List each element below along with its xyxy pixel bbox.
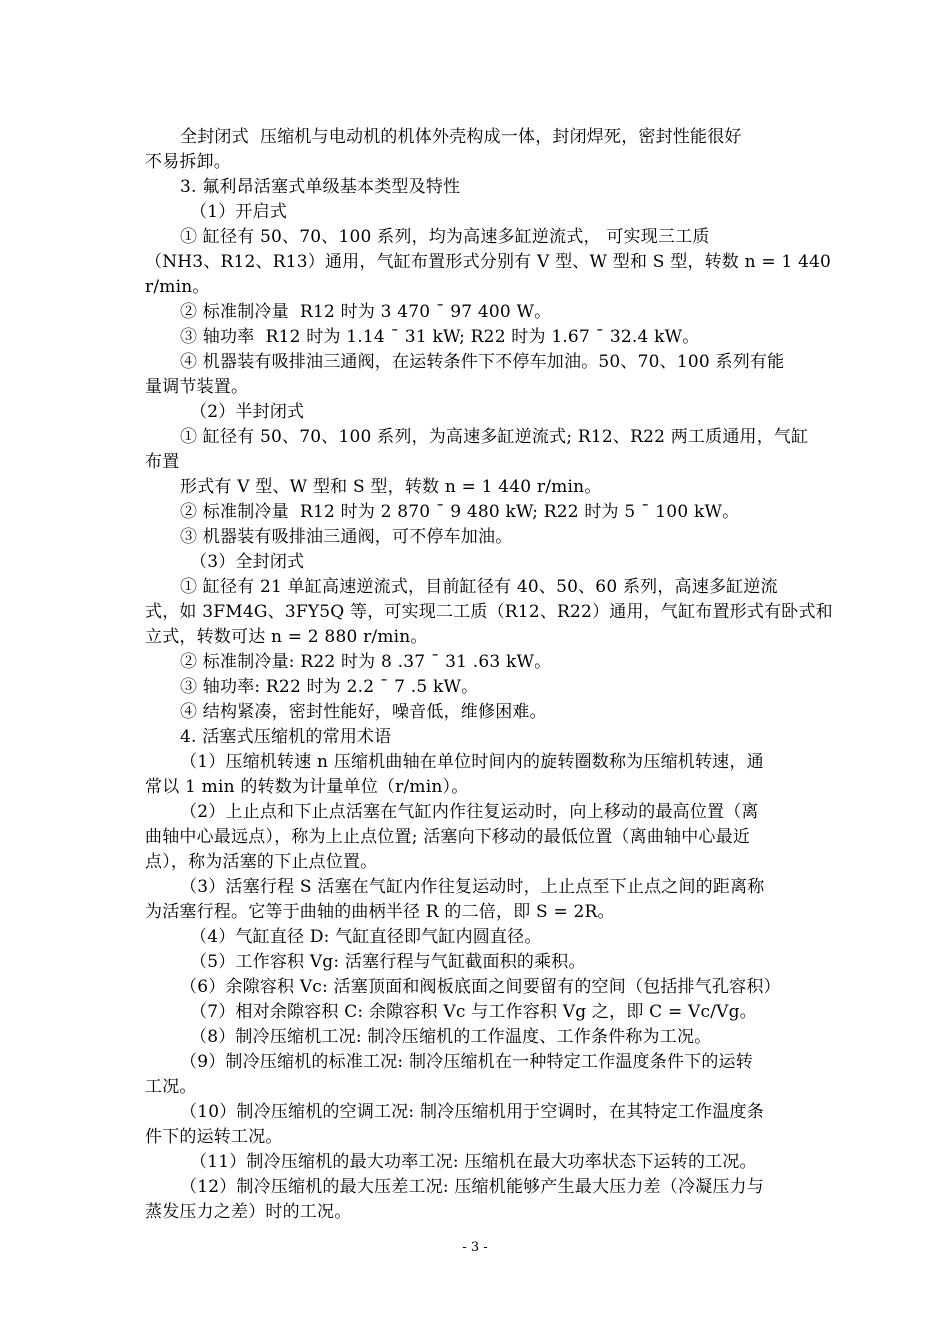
text-line: （3）活塞行程 S 活塞在气缸内作往复运动时，上止点至下止点之间的距离称 (180, 877, 765, 897)
text-line: （7）相对余隙容积 C: 余隙容积 Vc 与工作容积 Vg 之，即 C = Vc/Vg。 (190, 1002, 757, 1022)
page-number: - 3 - (462, 1240, 488, 1255)
subsection-heading: （3）全封闭式 (190, 552, 305, 572)
text-line: （12）制冷压缩机的最大压差工况: 压缩机能够产生最大压力差（冷凝压力与 (180, 1177, 764, 1197)
text-line: 量调节装置。 (145, 377, 249, 397)
text-line: 件下的运转工况。 (145, 1127, 283, 1147)
text-line: ④ 机器装有吸排油三通阀，在运转条件下不停车加油。50、70、100 系列有能 (180, 352, 785, 372)
subsection-heading: （1）开启式 (190, 202, 288, 222)
text-line: ③ 轴功率 R12 时为 1.14 ¯ 31 kW; R22 时为 1.67 ¯ 32.4 kW。 (180, 327, 700, 347)
text-line: 不易拆卸。 (145, 152, 231, 172)
text-line: r/min。 (145, 277, 210, 297)
text-line: （11）制冷压缩机的最大功率工况: 压缩机在最大功率状态下运转的工况。 (190, 1152, 757, 1172)
text-line: 式，如 3FM4G、3FY5Q 等，可实现二工质（R12、R22）通用，气缸布置形式有卧式和 (145, 602, 833, 622)
text-line: 点），称为活塞的下止点位置。 (145, 852, 378, 872)
text-line: ④ 结构紧凑，密封性能好，噪音低，维修困难。 (180, 702, 547, 722)
text-line: ② 标准制冷量 R12 时为 3 470 ¯ 97 400 W。 (180, 302, 552, 322)
section-heading: 3. 氟利昂活塞式单级基本类型及特性 (180, 177, 461, 197)
text-line: （8）制冷压缩机工况: 制冷压缩机的工作温度、工作条件称为工况。 (190, 1027, 712, 1047)
text-line: （9）制冷压缩机的标准工况: 制冷压缩机在一种特定工作温度条件下的运转 (180, 1052, 753, 1072)
text-line: 曲轴中心最远点），称为上止点位置; 活塞向下移动的最低位置（离曲轴中心最近 (145, 827, 751, 847)
text-line: ① 缸径有 21 单缸高速逆流式，目前缸径有 40、50、60 系列，高速多缸逆流 (180, 577, 778, 597)
text-line: （10）制冷压缩机的空调工况: 制冷压缩机用于空调时，在其特定工作温度条 (180, 1102, 764, 1122)
text-line: ③ 轴功率: R22 时为 2.2 ¯ 7 .5 kW。 (180, 677, 479, 697)
text-line: 为活塞行程。它等于曲轴的曲柄半径 R 的二倍，即 S = 2R。 (145, 902, 615, 922)
text-line: ② 标准制冷量: R22 时为 8 .37 ¯ 31 .63 kW。 (180, 652, 552, 672)
subsection-heading: （2）半封闭式 (190, 402, 305, 422)
text-line: ③ 机器装有吸排油三通阀，可不停车加油。 (180, 527, 513, 547)
text-line: 常以 1 min 的转数为计量单位（r/min）。 (145, 777, 469, 797)
text-line: 全封闭式 压缩机与电动机的机体外壳构成一体，封闭焊死，密封性能很好 (180, 127, 742, 147)
text-line: 工况。 (145, 1077, 197, 1097)
text-line: ① 缸径有 50、70、100 系列，为高速多缸逆流式; R12、R22 两工质通用，气缸 (180, 427, 809, 447)
text-line: （NH3、R12、R13）通用，气缸布置形式分别有 V 型、W 型和 S 型，转数 n = 1 440 (145, 252, 832, 272)
text-line: 布置 (145, 452, 180, 472)
text-line: （1）压缩机转速 n 压缩机曲轴在单位时间内的旋转圈数称为压缩机转速，通 (180, 752, 764, 772)
text-line: （2）上止点和下止点活塞在气缸内作往复运动时，向上移动的最高位置（离 (180, 802, 759, 822)
text-line: （4）气缸直径 D: 气缸直径即气缸内圆直径。 (190, 927, 542, 947)
section-heading: 4. 活塞式压缩机的常用术语 (180, 727, 392, 747)
text-line: ② 标准制冷量 R12 时为 2 870 ¯ 9 480 kW; R22 时为 5 ¯ 100 kW。 (180, 502, 740, 522)
text-line: 立式，转数可达 n = 2 880 r/min。 (145, 627, 428, 647)
text-line: ① 缸径有 50、70、100 系列，均为高速多缸逆流式， 可实现三工质 (180, 227, 710, 247)
text-line: （5）工作容积 Vg: 活塞行程与气缸截面积的乘积。 (190, 952, 586, 972)
text-line: 形式有 V 型、W 型和 S 型，转数 n = 1 440 r/min。 (180, 477, 602, 497)
text-line: （6）余隙容积 Vc: 活塞顶面和阀板底面之间要留有的空间（包括排气孔容积） (180, 977, 781, 997)
text-line: 蒸发压力之差）时的工况。 (145, 1202, 352, 1222)
